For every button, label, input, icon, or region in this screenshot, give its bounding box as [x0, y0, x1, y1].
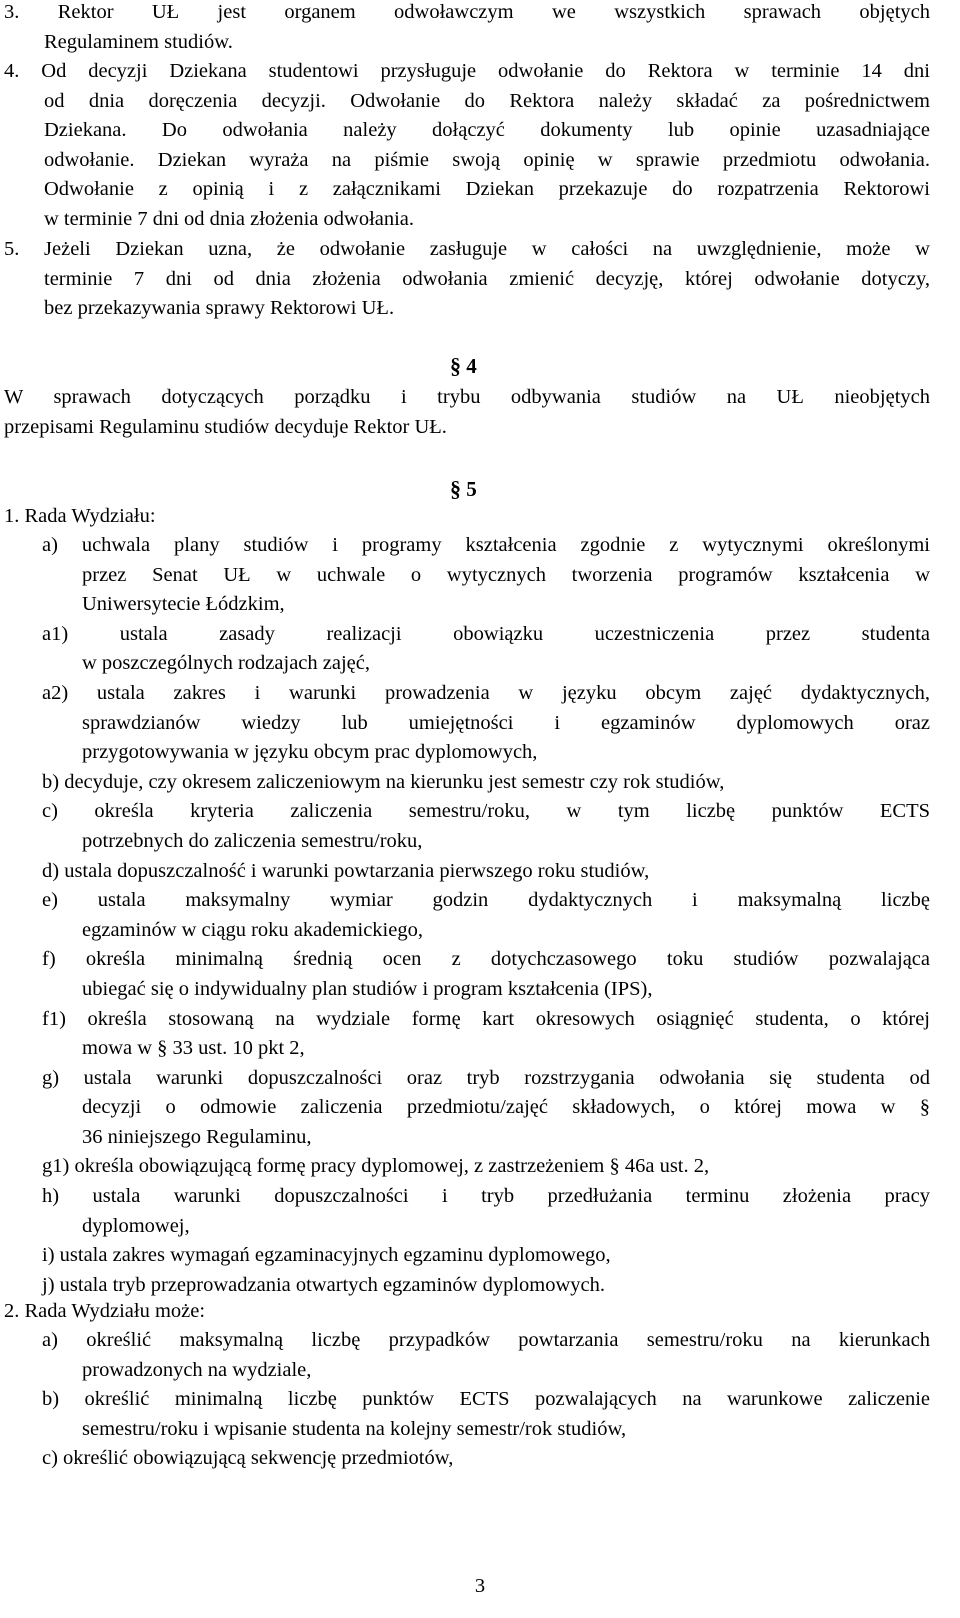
- item-4-line-5: Odwołanie z opinią i z załącznikami Dziekan przekazuje do rozpatrzenia Rektorowi: [44, 178, 930, 201]
- section-symbol: §: [450, 476, 461, 501]
- item-4-line-2: od dnia doręczenia decyzji. Odwołanie do Rektora należy składać za pośrednictwem: [44, 89, 930, 112]
- item-4-line-6: w terminie 7 dni od dnia złożenia odwołania.: [44, 207, 415, 230]
- section-4-heading: [450, 352, 477, 380]
- item-c-line-1: c) określa kryteria zaliczenia semestru/roku, w tym liczbę punktów ECTS: [42, 800, 930, 823]
- item-i-line-1: i) ustala zakres wymagań egzaminacyjnych egzaminu dyplomowego,: [42, 1244, 611, 1267]
- item-2a-line-2: prowadzonych na wydziale,: [82, 1358, 312, 1381]
- item-3-line-2: Regulaminem studiów.: [44, 30, 233, 53]
- item-f1-line-1: f1) określa stosowaną na wydziale formę kart okresowych osiągnięć studenta, o której: [42, 1007, 930, 1030]
- item-c-line-2: potrzebnych do zaliczenia semestru/roku,: [82, 829, 423, 852]
- item-a-line-3: Uniwersytecie Łódzkim,: [82, 593, 285, 616]
- item-2c-line-1: c) określić obowiązującą sekwencję przedmiotów,: [42, 1447, 454, 1470]
- item-h-line-2: dyplomowej,: [82, 1214, 190, 1237]
- item-4-line-3: Dziekana. Do odwołania należy dołączyć dokumenty lub opinie uzasadniające: [44, 119, 930, 142]
- item-2a-line-1: a) określić maksymalną liczbę przypadków powtarzania semestru/roku na kierunkach: [42, 1329, 930, 1351]
- section-5-point-1-list: [42, 531, 930, 1300]
- section-number: 5: [466, 477, 477, 501]
- item-5: [4, 235, 930, 324]
- item-a1-line-2: w poszczególnych rodzajach zajęć,: [82, 652, 370, 675]
- item-5-line-1: 5. Jeżeli Dziekan uzna, że odwołanie zasługuje w całości na uwzględnienie, może w: [4, 238, 930, 260]
- section-5-point-1-label: [4, 502, 930, 532]
- item-3: [4, 0, 930, 57]
- page-number: 3: [474, 1575, 486, 1597]
- item-j-line-1: j) ustala tryb przeprowadzania otwartych egzaminów dyplomowych.: [42, 1273, 605, 1296]
- item-4: [4, 57, 930, 235]
- item-4-line-4: odwołanie. Dziekan wyraża na piśmie swoją opinię w sprawie przedmiotu odwołania.: [44, 148, 930, 171]
- item-e-line-1: e) ustala maksymalny wymiar godzin dydaktycznych i maksymalną liczbę: [42, 889, 930, 912]
- item-d-line-1: d) ustala dopuszczalność i warunki powtarzania pierwszego roku studiów,: [42, 859, 650, 882]
- item-2b-line-1: b) określić minimalną liczbę punktów ECTS pozwalających na warunkowe zaliczenie: [42, 1388, 930, 1411]
- item-3-line-1: 3. Rektor UŁ jest organem odwoławczym we wszystkich sprawach objętych: [4, 1, 930, 23]
- item-f1-line-2: mowa w § 33 ust. 10 pkt 2,: [82, 1037, 305, 1060]
- item-2b-line-2: semestru/roku i wpisanie studenta na kolejny semestr/rok studiów,: [82, 1417, 627, 1440]
- item-h-line-1: h) ustala warunki dopuszczalności i tryb przedłużania terminu złożenia pracy: [42, 1185, 930, 1208]
- section-4-paragraph: [4, 383, 930, 442]
- item-a2-line-1: a2) ustala zakres i warunki prowadzenia w języku obcym zajęć dydaktycznych,: [42, 681, 930, 704]
- item-5-line-3: bez przekazywania sprawy Rektorowi UŁ.: [44, 297, 395, 320]
- section-4-line-2: przepisami Regulaminu studiów decyduje Rektor UŁ.: [4, 415, 447, 438]
- point-1-label: 1. Rada Wydziału:: [4, 505, 156, 527]
- section-4-line-1: W sprawach dotyczących porządku i trybu odbywania studiów na UŁ nieobjętych: [4, 386, 930, 408]
- item-g-line-3: 36 niniejszego Regulaminu,: [82, 1125, 312, 1148]
- item-a1-line-1: a1) ustala zasady realizacji obowiązku uczestniczenia przez studenta: [42, 622, 930, 645]
- item-a-line-1: a) uchwala plany studiów i programy kształcenia zgodnie z wytycznymi określonymi: [42, 534, 930, 556]
- section-5-point-2-list: [42, 1326, 930, 1474]
- section-5-point-2-label: [4, 1297, 930, 1327]
- item-a2-line-2: sprawdzianów wiedzy lub umiejętności i egzaminów dyplomowych oraz: [82, 711, 930, 734]
- item-4-line-1: 4. Od decyzji Dziekana studentowi przysługuje odwołanie do Rektora w terminie 14 dni: [4, 60, 930, 82]
- item-f-line-2: ubiegać się o indywidualny plan studiów i program kształcenia (IPS),: [82, 977, 653, 1000]
- item-a-line-2: przez Senat UŁ w uchwale o wytycznych tworzenia programów kształcenia w: [82, 563, 930, 586]
- point-2-label: 2. Rada Wydziału może:: [4, 1300, 206, 1322]
- item-g1-line-1: g1) określa obowiązującą formę pracy dyplomowej, z zastrzeżeniem § 46a ust. 2,: [42, 1155, 710, 1178]
- section-number: 4: [466, 354, 477, 378]
- item-5-line-2: terminie 7 dni od dnia złożenia odwołania zmienić decyzję, której odwołanie dotyczy,: [44, 267, 930, 290]
- item-b-line-1: b) decyduje, czy okresem zaliczeniowym na kierunku jest semestr czy rok studiów,: [42, 770, 725, 793]
- item-f-line-1: f) określa minimalną średnią ocen z dotychczasowego toku studiów pozwalająca: [42, 948, 930, 971]
- item-g-line-1: g) ustala warunki dopuszczalności oraz tryb rozstrzygania odwołania się studenta od: [42, 1066, 930, 1089]
- item-e-line-2: egzaminów w ciągu roku akademickiego,: [82, 918, 423, 941]
- item-g-line-2: decyzji o odmowie zaliczenia przedmiotu/zajęć składowych, o której mowa w §: [82, 1096, 930, 1119]
- section-5-heading: [450, 475, 477, 503]
- item-a2-line-3: przygotowywania w języku obcym prac dyplomowych,: [82, 741, 538, 764]
- section-symbol: §: [450, 353, 461, 378]
